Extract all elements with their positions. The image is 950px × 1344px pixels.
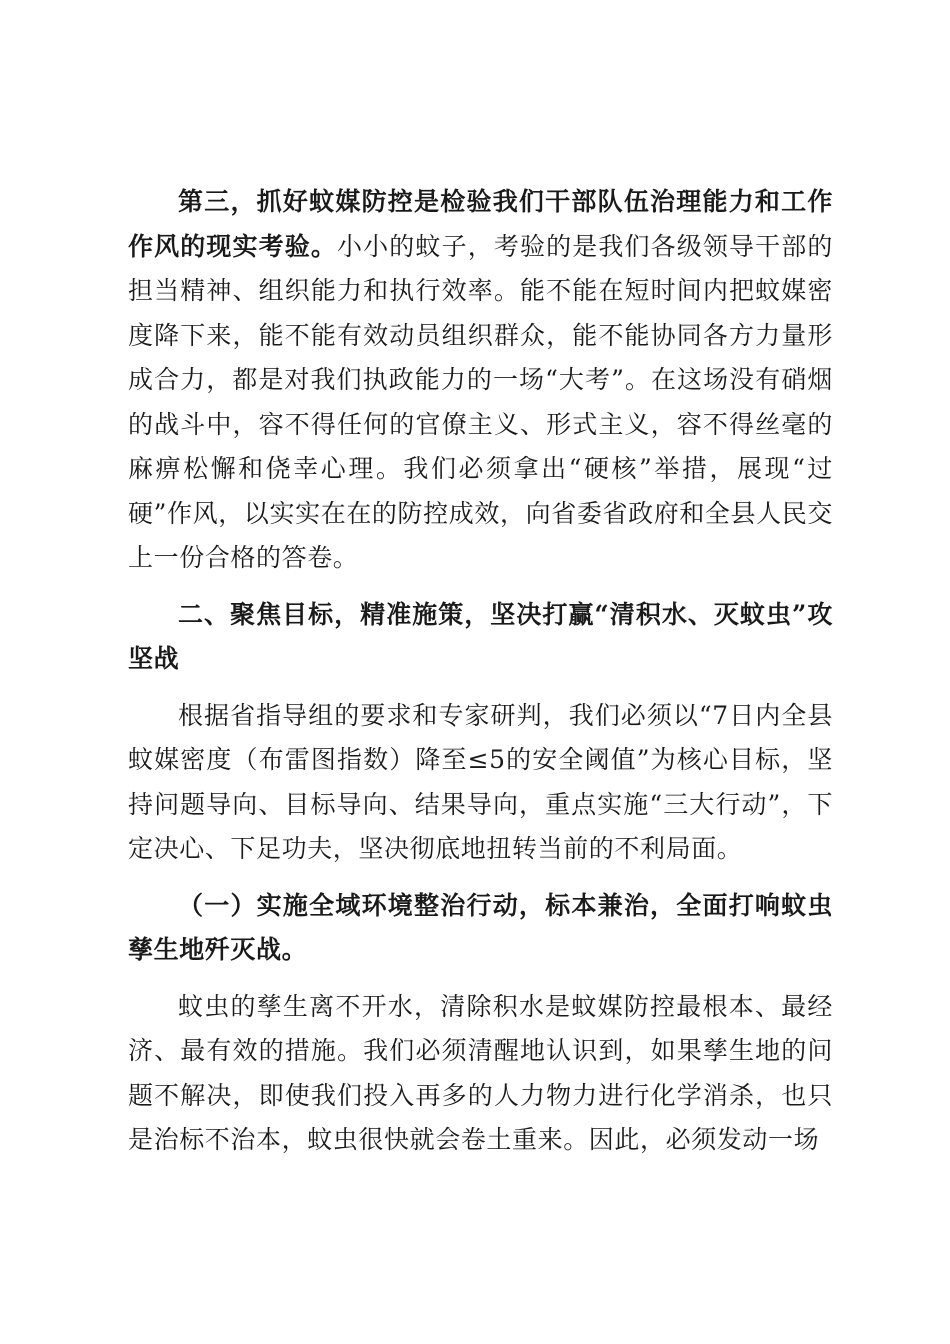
- subsection-heading-one: （一）实施全域环境整治行动，标本兼治，全面打响蚊虫孳生地歼灭战。: [128, 890, 833, 964]
- section-heading-two: 二、聚焦目标，精准施策，坚决打赢“清积水、灭蚊虫”攻坚战: [128, 599, 833, 673]
- paragraph-breeding-sites: 蚊虫的孳生离不开水，清除积水是蚊媒防控最根本、最经济、最有效的措施。我们必须清醒地认识到，如果孳生地的问题不解决，即使我们投入再多的人力物力进行化学消杀，也只是治标不治本，蚊虫很快就会卷土重来。因此，必须发动一场: [128, 991, 833, 1154]
- paragraph-lead-bold: 第三，抓好蚊媒防控是检验我们干部队伍治理能力和工作作风的现实考验。: [128, 187, 833, 261]
- paragraph-text: 小小的蚊子，考验的是我们各级领导干部的担当精神、组织能力和执行效率。能不能在短时间内把蚊媒密度降下来，能不能有效动员组织群众，能不能协同各方力量形成合力，都是对我们执政能力的一场“大考”。在这场没有硝烟的战斗中，容不得任何的官僚主义、形式主义，容不得丝毫的麻痹松懈和侥幸心理。我们必须拿出“硬核”举措，展现“过硬”作风，以实实在在的防控成效，向省委省政府和全县人民交上一份合格的答卷。: [128, 231, 833, 572]
- document-body: [128, 180, 833, 1163]
- paragraph-goal: 根据省指导组的要求和专家研判，我们必须以“7日内全县蚊媒密度（布雷图指数）降至≤5的安全阈值”为核心目标，坚持问题导向、目标导向、结果导向，重点实施“三大行动”，下定决心、下足功夫，坚决彻底地扭转当前的不利局面。: [128, 700, 833, 863]
- paragraph-third-point: [128, 180, 833, 581]
